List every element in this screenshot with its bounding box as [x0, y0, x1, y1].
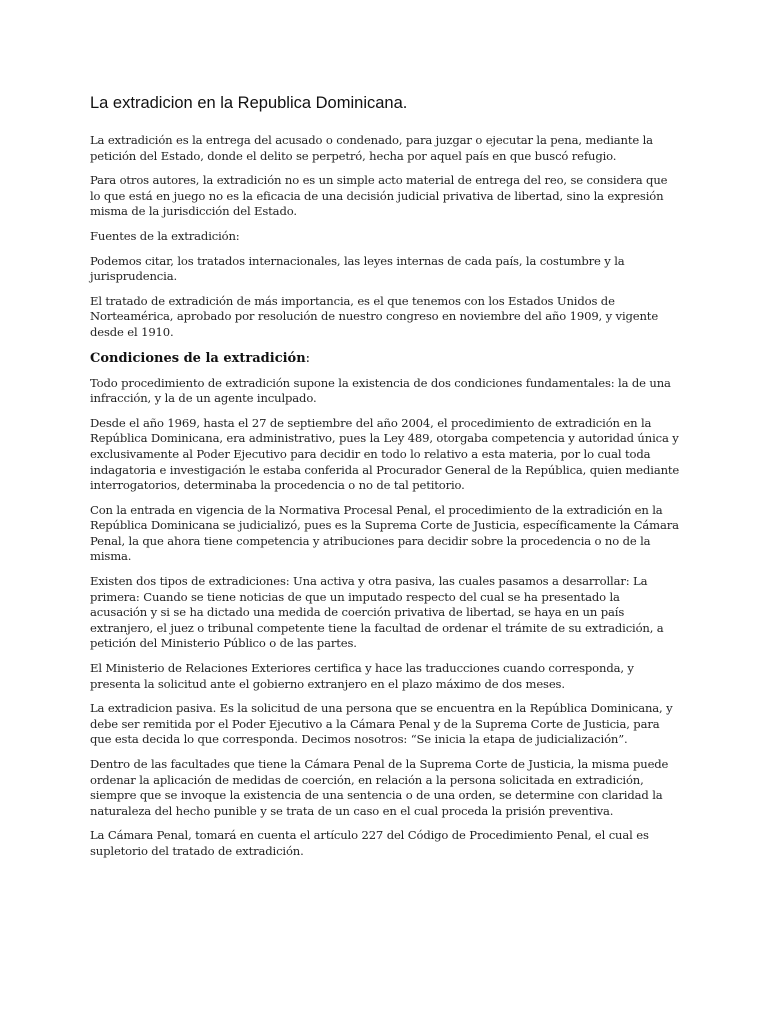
paragraph-sources-label: Fuentes de la extradición:: [90, 228, 240, 243]
paragraph-other-authors: Para otros autores, la extradición no es un simple acto material de entrega del reo, se considera que lo que está en juego no es la eficacia de una decisión judicial privativa de libertad, sino la expresión misma de la jurisdicción del Estado.: [90, 173, 668, 219]
paragraph-types: Existen dos tipos de extradiciones: Una activa y otra pasiva, las cuales pasamos a desarrollar: La primera: Cuando se tiene noticias de que un imputado respecto del cual se ha presentado la acusación y si se ha dictado una medida de coerción privativa de libertad, se haya en un país extranjero, el juez o tribunal competente tiene la facultad de ordenar el trámite de su extradición, a petición del Ministerio Público o de las partes.: [90, 574, 664, 651]
paragraph-ministry: El Ministerio de Relaciones Exteriores certifica y hace las traducciones cuando corresponda, y presenta la solicitud ante el gobierno extranjero en el plazo máximo de dos meses.: [90, 661, 634, 691]
section-heading-suffix: :: [305, 350, 311, 366]
paragraph-passive: La extradicion pasiva. Es la solicitud de una persona que se encuentra en la República Dominicana, y debe ser remitida por el Poder Ejecutivo a la Cámara Penal y de la Suprema Corte de Justicia, para que esta decida lo que corresponda. Decimos nosotros: “Se inicia la etapa de judicialización”.: [90, 701, 673, 747]
document-title: La extradicion en la Republica Dominicana.: [90, 94, 408, 112]
paragraph-judicialization: Con la entrada en vigencia de la Normativa Procesal Penal, el procedimiento de la extradición en la República Dominicana se judicializó, pues es la Suprema Corte de Justicia, específicamente la Cámara Penal, la que ahora tiene competencia y atribuciones para decidir sobre la procedencia o no de la misma.: [90, 502, 679, 564]
paragraph-conditions: Todo procedimiento de extradición supone la existencia de dos condiciones fundamentales: la de una infracción, y la de un agente inculpado.: [90, 375, 671, 406]
document-page: [90, 92, 680, 869]
section-heading-bold: Condiciones de la extradición: [90, 350, 306, 366]
paragraph-definition: La extradición es la entrega del acusado o condenado, para juzgar o ejecutar la pena, mediante la petición del Estado, donde el delito se perpetró, hecha por aquel país en que buscó refugio.: [90, 133, 653, 163]
section-heading-conditions: [90, 350, 680, 367]
paragraph-faculties: Dentro de las facultades que tiene la Cámara Penal de la Suprema Corte de Justicia, la misma puede ordenar la aplicación de medidas de coerción, en relación a la persona solicitada en extradición, siempre que se invoque la existencia de una sentencia o de una orden, se determine con claridad la naturaleza del hecho punible y se trata de un caso en el cual proceda la prisión preventiva.: [90, 757, 669, 818]
paragraph-sources-list: Podemos citar, los tratados internacionales, las leyes internas de cada país, la costumbre y la jurisprudencia.: [90, 253, 625, 284]
paragraph-article-227: La Cámara Penal, tomará en cuenta el artículo 227 del Código de Procedimiento Penal, el cual es supletorio del tratado de extradición.: [90, 828, 649, 858]
paragraph-treaty: El tratado de extradición de más importancia, es el que tenemos con los Estados Unidos de Norteamérica, aprobado por resolución de nuestro congreso en noviembre del año 1909, y vigente desde el 1910.: [90, 293, 659, 339]
paragraph-history: Desde el año 1969, hasta el 27 de septiembre del año 2004, el procedimiento de extradición en la República Dominicana, era administrativo, pues la Ley 489, otorgaba competencia y autoridad única y exclusivamente al Poder Ejecutivo para decidir en todo lo relativo a esta materia, por lo cual toda indagatoria e investigación le estaba conferida al Procurador General de la República, quien mediante interrogatorios, determinaba la procedencia o no de tal petitorio.: [90, 415, 680, 493]
